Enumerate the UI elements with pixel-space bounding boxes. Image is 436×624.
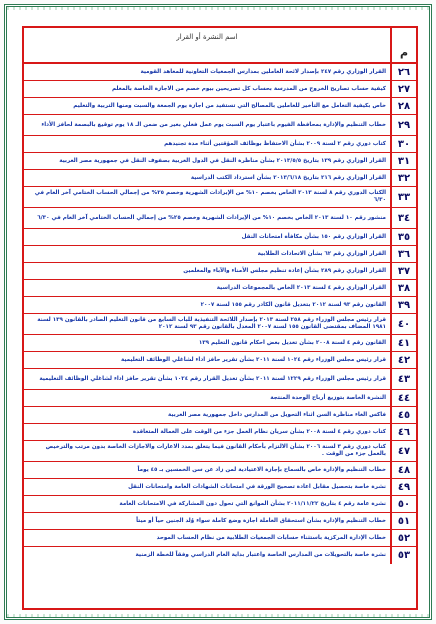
table-row <box>24 187 416 208</box>
table-body <box>24 64 416 564</box>
row-title-cell: القرار الوزاري رقم ١٥٠ بشأن مكافأة امتحانات النقل <box>241 233 386 240</box>
table-row <box>24 263 416 280</box>
table-row <box>24 98 416 115</box>
row-title-cell: النشرة الخاصة بتوزيع أرباح الوحدة المنتجة <box>270 394 386 401</box>
row-title-cell: كتاب دوري رقم ٣ لسنة ٢٠٠٦ بشأن الالتزام بأحكام القانون فيما يتعلق بمدد الاعارات والاجازات الخاصة بدون مرتب والترخيص بالعمل جزء من الوقت . <box>45 444 386 457</box>
row-number-cell: ٣١ <box>390 153 416 169</box>
row-title-cell: القرار الوزاري رقم ٤ لسنة ٢٠١٣ الخاص بالمجموعات الدراسية <box>216 284 386 291</box>
table-row <box>24 369 416 390</box>
row-number-cell: ٣٧ <box>390 263 416 279</box>
row-number-cell: ٤٥ <box>390 407 416 423</box>
row-title-cell: القرار الوزاري رقم ٢١٦ بتاريخ ٢٠١٣/٦/١٨ بشأن استرداد الكتب الدراسية <box>190 174 386 181</box>
table-row <box>24 81 416 98</box>
row-number-cell: ٢٩ <box>390 115 416 135</box>
circulars-table <box>22 26 418 610</box>
table-row <box>24 280 416 297</box>
row-title-cell: القانون رقم ٤ لسنة ٢٠٠٨ بشأن تعديل بعض احكام قانون التعليم ١٣٩ <box>198 339 386 346</box>
header-title-cell: اسم النشرة أو القرار <box>176 33 238 41</box>
row-number-cell: ٤٤ <box>390 390 416 406</box>
table-row <box>24 513 416 530</box>
row-title-cell: كيفية حساب تصاريح الخروج من المدرسة بحساب كل تصريحين بيوم خصم من الاجازة الخاصة بالمعلم <box>112 85 386 92</box>
header-number-cell: م <box>390 28 416 62</box>
row-number-cell: ٢٨ <box>390 98 416 114</box>
row-title-cell: خطاب الإدارة المركزية باستثناء حسابات الجمعيات الطلابية من نظام الحساب الموحد <box>156 534 386 541</box>
row-title-cell: نشرة عامة رقم ٤ بتاريخ ٢٠١١/١١/٢٢ بشأن الموانع التي تحول دون المشاركة في الامتحانات العامة <box>119 500 386 507</box>
row-number-cell: ٥٠ <box>390 496 416 512</box>
row-title-cell: خطاب التنظيم والإدارة بشأن استحقاق العاملة اجازة وضع كاملة سواء وُلد الجنين حياً أو ميتاً <box>136 517 386 524</box>
row-number-cell: ٣٢ <box>390 170 416 186</box>
table-row <box>24 441 416 462</box>
row-title-cell: نشرة خاصة بالتحويلات من المدارس الخاصة واعتبار بداية العام الدراسي وفقاً للخطة الزمنية <box>135 552 386 559</box>
table-row <box>24 352 416 369</box>
table-row <box>24 407 416 424</box>
row-title-cell: قرار رئيس مجلس الوزراء رقم ١٠٢٤ لسنة ٢٠١١ بشأن تقرير حافز اداء لشاغلي الوظائف التعليمية <box>120 356 386 363</box>
table-header-row <box>24 28 416 64</box>
table-row <box>24 208 416 229</box>
row-number-cell: ٣٥ <box>390 229 416 245</box>
row-number-cell: ٤٨ <box>390 462 416 478</box>
row-number-cell: ٣٠ <box>390 136 416 152</box>
table-row <box>24 153 416 170</box>
table-row <box>24 170 416 187</box>
row-number-cell: ٣٨ <box>390 280 416 296</box>
row-number-cell: ٤١ <box>390 335 416 351</box>
row-number-cell: ٤٩ <box>390 479 416 495</box>
row-title-cell: خطاب التنظيم والإدارة بمحافظة الفيوم باعتبار يوم السبت يوم عمل فعلي بغير من ضمن الـ ١٨ يوم توقيع بالبصمة لحافز الأداء <box>41 121 386 128</box>
table-row <box>24 335 416 352</box>
row-number-cell: ٤٦ <box>390 424 416 440</box>
table-row <box>24 424 416 441</box>
row-title-cell: فاكس الغاء مناظرة السن اثناء التحويل من المدارس داخل جمهورية مصر العربية <box>167 411 386 418</box>
row-title-cell: منشور رقم ١٠ لسنة ٢٠١٣ الخاص بخصم ١٠% من الإيرادات الشهرية وخصم ٢٥% من إجمالي الحساب الختامي آخر العام في ٦/٣٠ <box>37 214 386 221</box>
table-row <box>24 229 416 246</box>
row-title-cell: كتاب دوري رقم ٢ لسنة ٢٠٠٩ بشأن الاحتفاظ بوظائف المؤقتين أثناء مدة تجنيدهم <box>164 140 386 147</box>
table-row <box>24 246 416 263</box>
row-number-cell: ٤٣ <box>390 369 416 389</box>
row-title-cell: القرار الوزاري رقم ١٣٩ بتاريخ ٢٠١٣/٥/٥ بشأن مناظرة النقل في الدول العربية بصفوف النقل في جمهورية مصر العربية <box>59 157 386 164</box>
table-row <box>24 547 416 564</box>
table-row <box>24 297 416 314</box>
row-number-cell: ٥١ <box>390 513 416 529</box>
row-number-cell: ٥٢ <box>390 530 416 546</box>
row-number-cell: ٣٩ <box>390 297 416 313</box>
row-title-cell: نشرة خاصة بتحصيل مقابل اعادة تصحيح الورقة في امتحانات الشهادات العامة وامتحانات النقل <box>128 483 386 490</box>
table-row <box>24 496 416 513</box>
row-title-cell: القرار الوزاري رقم ٢٨٩ بشأن إعادة تنظيم مجلس الأمناء والآباء والمعلمين <box>183 267 386 274</box>
row-title-cell: القرار الوزاري رقم ٢٤٧ بإصدار لائحة العاملين بمدارس الجمعيات التعاونية للمعاهد القومية <box>140 68 386 75</box>
row-title-cell: خاص بكيفية التعامل مع التأخير للعاملين بالمصالح التي تستفيد من اجازة يوم الجمعة والسبت ومنها التربية والتعليم <box>73 102 386 109</box>
row-number-cell: ٤٢ <box>390 352 416 368</box>
row-number-cell: ٢٦ <box>390 64 416 80</box>
table-row <box>24 314 416 335</box>
table-row <box>24 462 416 479</box>
table-row <box>24 64 416 81</box>
row-number-cell: ٣٤ <box>390 208 416 228</box>
row-title-cell: قرار رئيس مجلس الوزراء رقم ١٢٢٩ لسنة ٢٠١١ بشأن تعديل القرار رقم ١٠٢٤ بشأن تقرير حافز اداء لشاغلي الوظائف التعليمية <box>39 375 386 382</box>
table-row <box>24 479 416 496</box>
row-number-cell: ٣٦ <box>390 246 416 262</box>
row-number-cell: ٢٧ <box>390 81 416 97</box>
row-number-cell: ٤٠ <box>390 314 416 334</box>
table-row <box>24 136 416 153</box>
row-number-cell: ٣٣ <box>390 187 416 207</box>
row-title-cell: القانون رقم ٩٣ لسنة ٢٠١٢ بتعديل قانون الكادر رقم ١٥٥ لسنة ٢٠٠٧ <box>200 301 386 308</box>
row-title-cell: قرار رئيس مجلس الوزراء رقم ٢٥٨ لسنة ٢٠١٣ بإصدار اللائحة التنفيذية للباب السابع من قانون التعليم الصادر بالقانون ١٣٩ لسنة ١٩٨١ المضاف بمقتضى القانون ١٥٥ لسنة ٢٠٠٧ المعدل بالقانون رقم ٩٣ لسنة ٢٠١٢ <box>37 317 386 330</box>
row-number-cell: ٤٧ <box>390 441 416 461</box>
row-title-cell: الكتاب الدوري رقم ٨ لسنة ٢٠١٣ الخاص بخصم ١٠% من الإيرادات الشهرية وخصم ٢٥% من إجمالي الحساب الختامي آخر العام في ٦/٣٠ <box>34 190 386 203</box>
table-row <box>24 390 416 407</box>
table-row <box>24 530 416 547</box>
row-number-cell: ٥٣ <box>390 547 416 564</box>
table-row <box>24 115 416 136</box>
row-title-cell: كتاب دوري رقم ٤ لسنة ٢٠٠٨ بشأن سريان نظام العمل جزء من الوقت على العمالة المتعاقدة <box>132 428 386 435</box>
row-title-cell: خطاب التنظيم والإدارة خاص بالسماح بإجازة الاعتيادية لمن زاد عن سن الخمسين بـ ٤٥ يوماً <box>137 466 386 473</box>
row-title-cell: القرار الوزاري رقم ٦٢ بشأن الاتحادات الطلابية <box>257 250 386 257</box>
